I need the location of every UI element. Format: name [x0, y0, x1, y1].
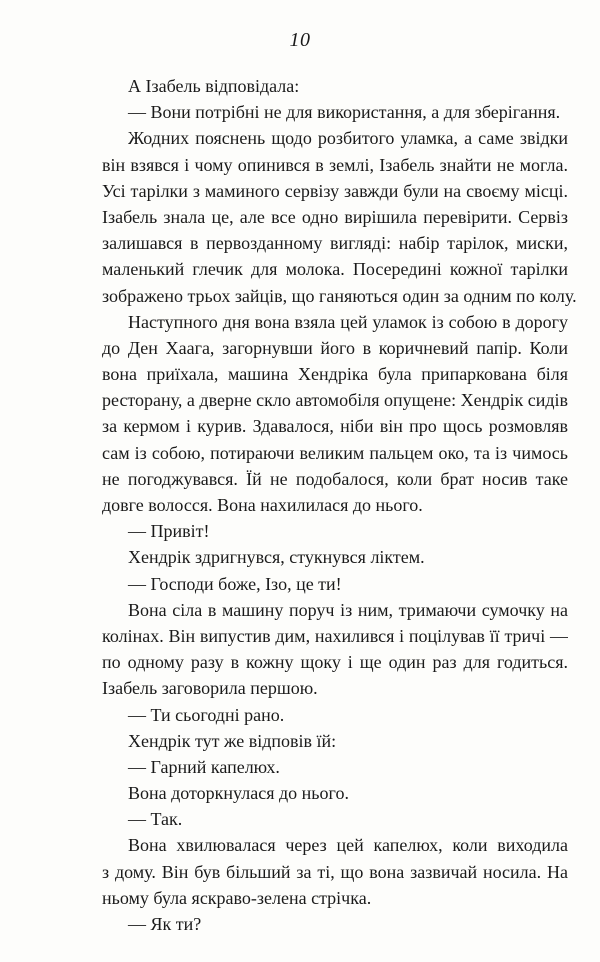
text-line: Вона доторкнулася до нього. [128, 783, 349, 804]
page-number: 10 [289, 29, 311, 51]
text-line: вона приїхала, машина Хендріка була припаркована біля [102, 364, 568, 385]
text-line: він взявся і чому опинився в землі, Ізабель знайти не могла. [102, 154, 568, 175]
text-line: ресторану, а дверне скло автомобіля опущене: Хендрік сидів [102, 390, 568, 411]
text-line: сам із собою, потираючи великим пальцем око, та із чимось [102, 442, 568, 463]
text-line: довге волосся. Вона нахилилася до нього. [102, 495, 423, 515]
text-line: Наступного дня вона взяла цей уламок із собою в дорогу [128, 311, 568, 332]
text-line: Вона сіла в машину поруч із ним, тримаючи сумочку на [128, 599, 568, 620]
text-line: Жодних пояснень щодо розбитого уламка, а саме звідки [128, 128, 568, 149]
text-line: — Так. [128, 809, 183, 830]
text-line: не погоджувався. Їй не подобалося, коли брат носив таке [102, 468, 568, 489]
text-line: Ізабель знала це, але все одно вирішила перевірити. Сервіз [102, 206, 568, 227]
text-line: Ізабель заговорила першою. [102, 678, 318, 699]
text-line: ньому була яскраво-зелена стрічка. [102, 887, 372, 908]
text-line: — Як ти? [128, 914, 202, 934]
text-line: за кермом і курив. Здавалося, ніби він про щось розмовляв [102, 416, 568, 437]
text-line: — Гарний капелюх. [128, 756, 280, 777]
text-line: Усі тарілки з маминого сервізу завжди були на своєму місці. [102, 180, 568, 201]
text-line: до Ден Хаага, загорнувши його в коричневий папір. Коли [102, 337, 568, 358]
text-line: Хендрік тут же відповів їй: [128, 730, 337, 751]
text-line: колінах. Він випустив дим, нахилився і поцілував її тричі — [102, 625, 568, 646]
text-line: А Ізабель відповідала: [128, 76, 300, 96]
text-line: Вона хвилювалася через цей капелюх, коли виходила [128, 835, 568, 856]
text-line: залишався в первозданному вигляді: набір тарілок, миски, [102, 233, 568, 254]
text-line: з дому. Він був більший за ті, що вона зазвичай носила. На [102, 861, 568, 882]
text-line: Хендрік здригнувся, стукнувся ліктем. [128, 547, 425, 568]
text-line: — Ти сьогодні рано. [128, 704, 285, 725]
text-line: — Вони потрібні не для використання, а для зберігання. [128, 102, 561, 123]
text-line: по одному разу в кожну щоку і ще один раз для годиться. [102, 652, 568, 673]
text-line: зображено трьох зайців, що ганяються один за одним по колу. [102, 285, 577, 306]
body-text [102, 73, 577, 937]
text-line: маленький глечик для молока. Посередині кожної тарілки [102, 259, 568, 280]
text-line: — Господи боже, Ізо, це ти! [128, 573, 342, 594]
text-line: — Привіт! [128, 521, 210, 542]
